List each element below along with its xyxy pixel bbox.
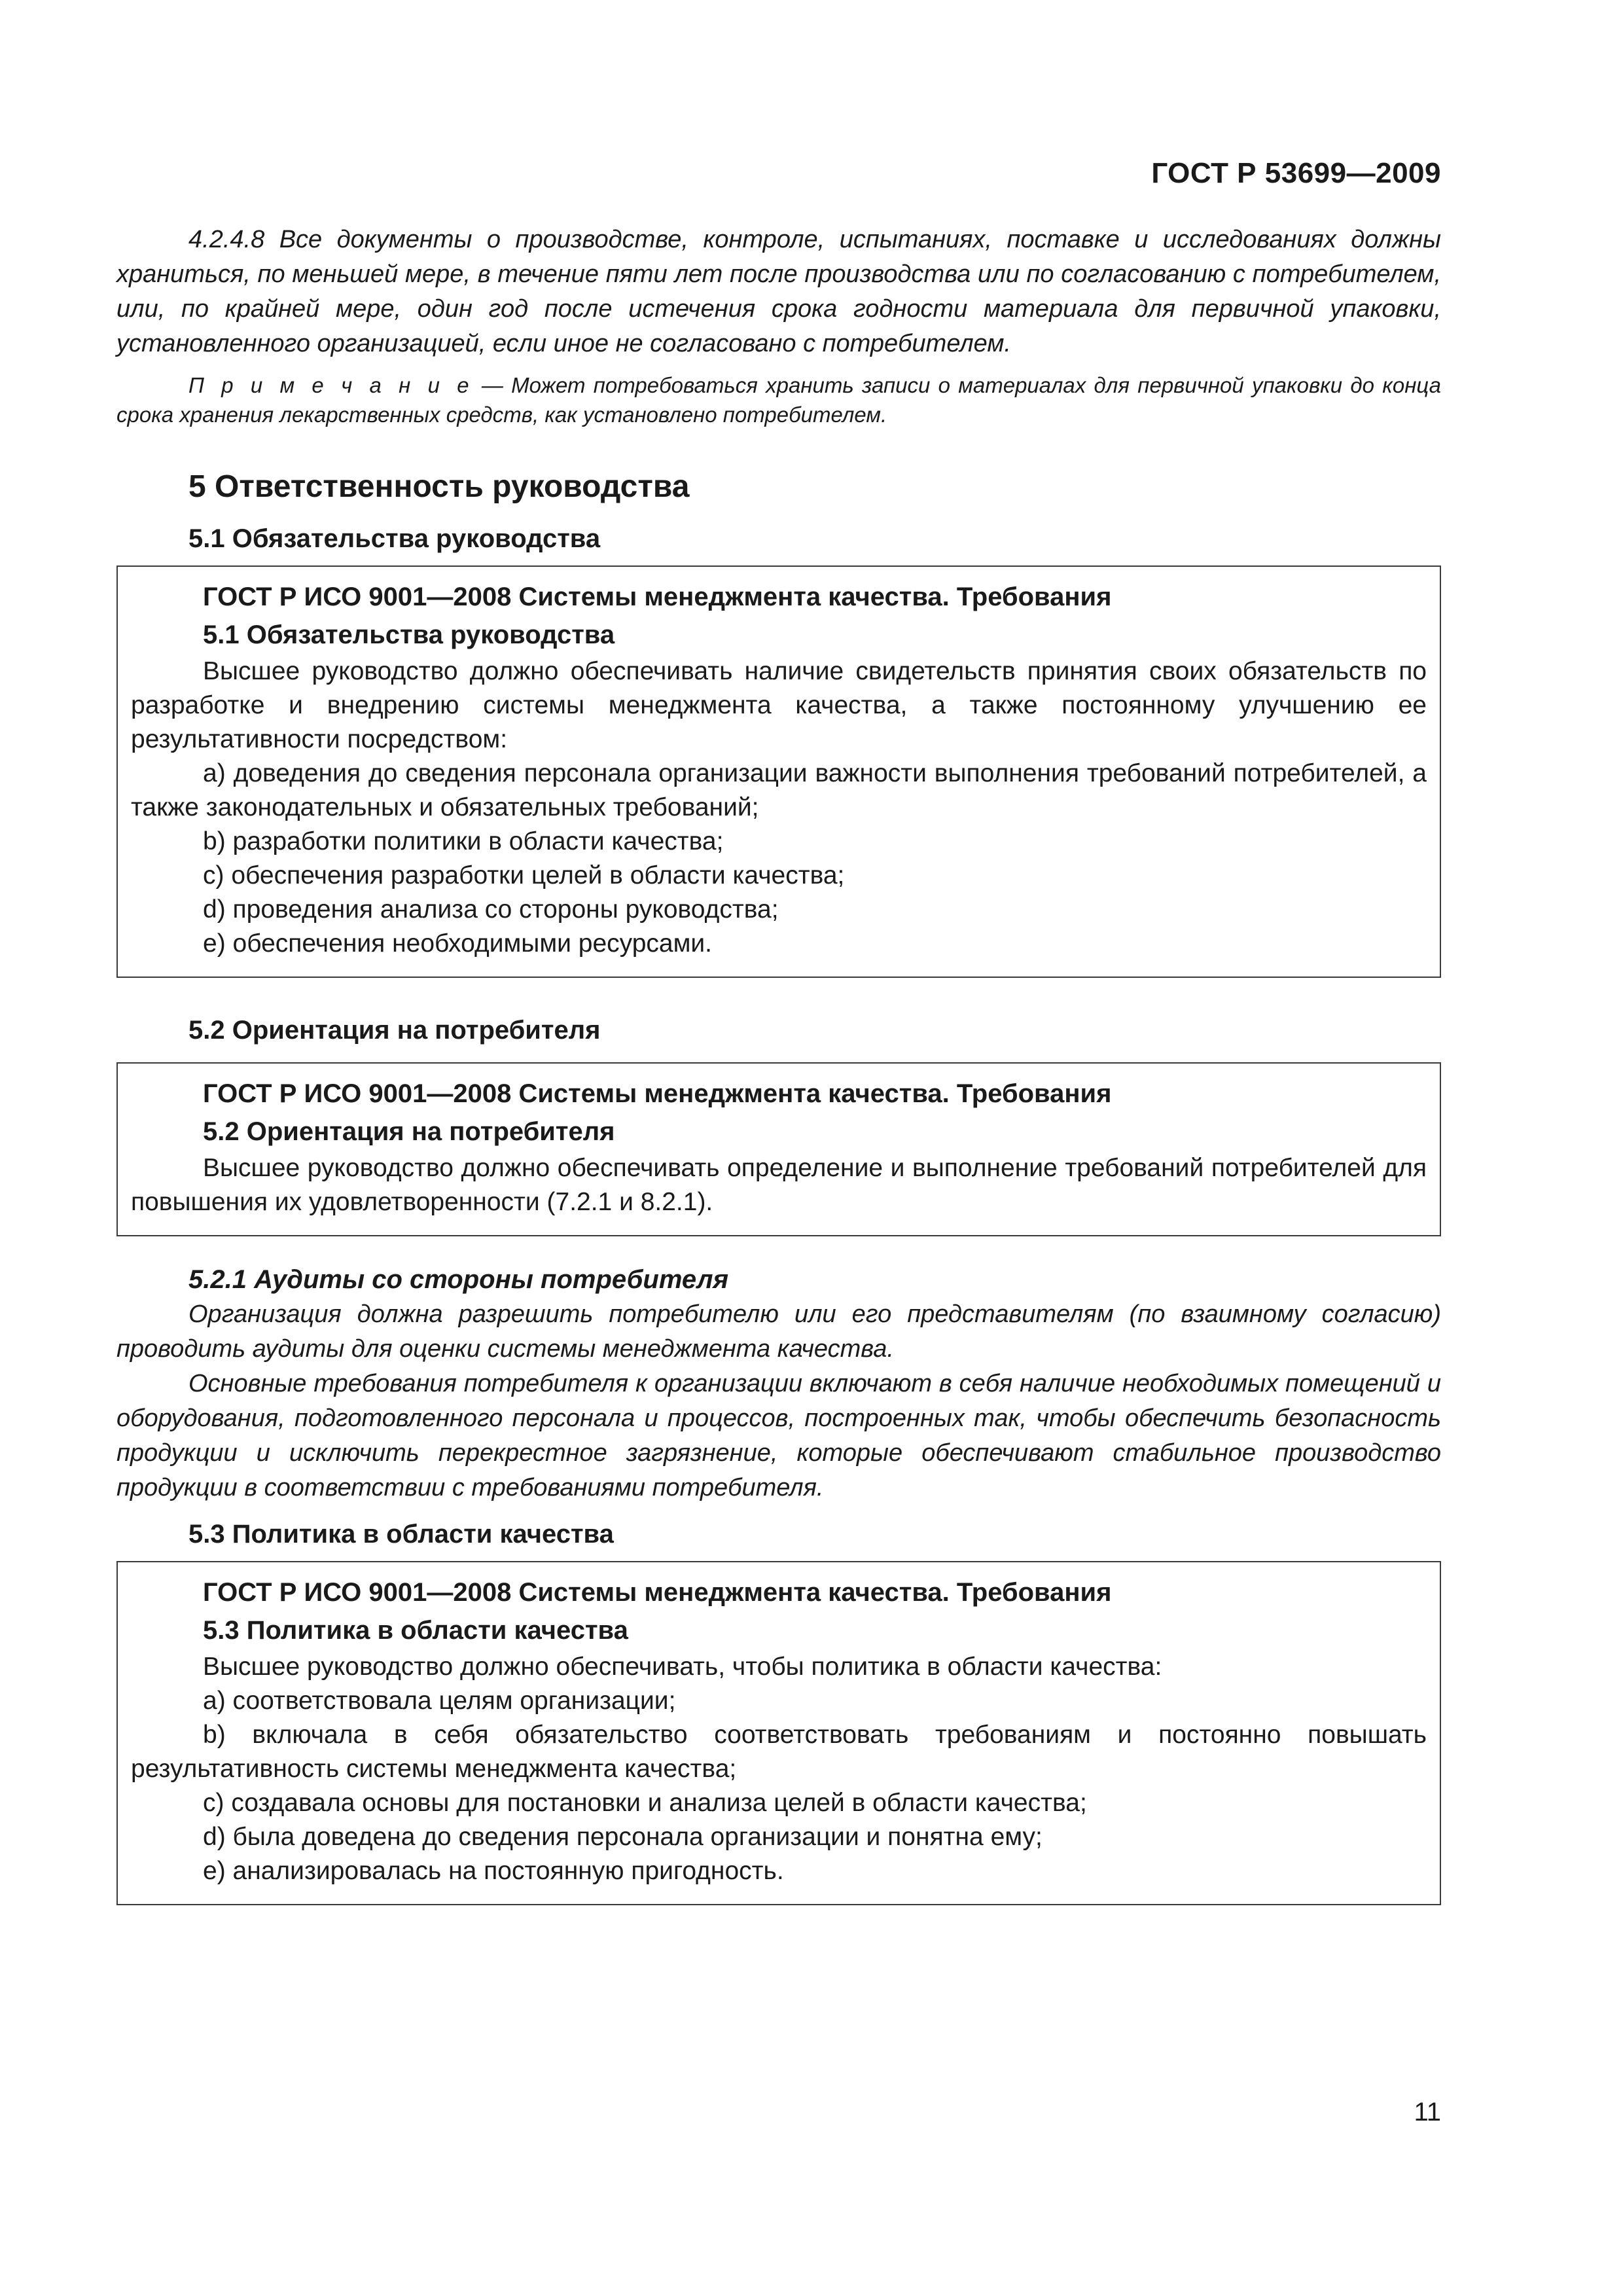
note-text: — Может потребоваться хранить записи о материалах для первичной упаковки до конца срока хранения лекарственных средств, как установлено потребителем. xyxy=(116,373,1441,427)
list-item: d) была доведена до сведения персонала организации и понятна ему; xyxy=(203,1823,1043,1851)
box-title: ГОСТ Р ИСО 9001—2008 Системы менеджмента качества. Требования xyxy=(203,1578,1112,1607)
list-item: d) проведения анализа со стороны руководства; xyxy=(203,895,779,924)
list-item: c) обеспечения разработки целей в области качества; xyxy=(203,861,845,889)
list-item: e) обеспечения необходимыми ресурсами. xyxy=(203,929,713,958)
quote-box-5-1 xyxy=(116,565,1441,978)
note-label: П р и м е ч а н и е xyxy=(188,373,474,397)
box-subheading: 5.2 Ориентация на потребителя xyxy=(203,1117,615,1146)
box-intro: Высшее руководство должно обеспечивать, чтобы политика в области качества: xyxy=(203,1653,1162,1681)
page-number: 11 xyxy=(1414,2098,1441,2126)
clause-4-2-4-8: 4.2.4.8 Все документы о производстве, контроле, испытаниях, поставке и исследованиях должны храниться, по меньшей мере, в течение пяти лет после производства или по согласованию с потребителем, или, по крайней мере, один год после истечения срока годности материала для первичной упаковки, установленного организацией, если иное не согласовано с потребителем. xyxy=(116,226,1441,357)
list-item: b) включала в себя обязательство соответствовать требованиям и постоянно повышать результативность системы менеджмента качества; xyxy=(131,1721,1427,1783)
list-item: а) соответствовала целям организации; xyxy=(203,1687,676,1715)
box-title: ГОСТ Р ИСО 9001—2008 Системы менеджмента качества. Требования xyxy=(203,583,1112,611)
standard-code: ГОСТ Р 53699—2009 xyxy=(1151,157,1441,189)
section-5-1-heading: 5.1 Обязательства руководства xyxy=(188,524,601,553)
box-title: ГОСТ Р ИСО 9001—2008 Системы менеджмента качества. Требования xyxy=(203,1079,1112,1108)
quote-box-5-2 xyxy=(116,1062,1441,1236)
note-paragraph xyxy=(116,370,1441,429)
page-content xyxy=(116,223,1441,1905)
box-subheading: 5.3 Политика в области качества xyxy=(203,1616,628,1645)
section-5-2-heading: 5.2 Ориентация на потребителя xyxy=(188,1016,601,1045)
section-5-3-heading: 5.3 Политика в области качества xyxy=(188,1520,614,1549)
list-item: а) доведения до сведения персонала организации важности выполнения требований потребителей, а также законодательных и обязательных требований; xyxy=(131,759,1427,821)
box-intro: Высшее руководство должно обеспечивать наличие свидетельств принятия своих обязательств по разработке и внедрению системы менеджмента качества, а также постоянному улучшению ее результативности посредством: xyxy=(131,657,1427,753)
section-5-2-1-heading: 5.2.1 Аудиты со стороны потребителя xyxy=(188,1265,729,1294)
section-5-2-1-para-2: Основные требования потребителя к организации включают в себя наличие необходимых помещений и оборудования, подготовленного персонала и процессов, построенных так, чтобы обеспечить безопасность продукции и исключить перекрестное загрязнение, которые обеспечивают стабильное производство продукции в соответствии с требованиями потребителя. xyxy=(116,1370,1441,1501)
list-item: c) создавала основы для постановки и анализа целей в области качества; xyxy=(203,1789,1087,1817)
section-5-title: 5 Ответственность руководства xyxy=(188,469,690,504)
box-subheading: 5.1 Обязательства руководства xyxy=(203,620,615,649)
list-item: e) анализировалась на постоянную пригодность. xyxy=(203,1857,784,1885)
quote-box-5-3 xyxy=(116,1561,1441,1905)
section-5-2-1-para-1: Организация должна разрешить потребителю или его представителям (по взаимному согласию) проводить аудиты для оценки системы менеджмента качества. xyxy=(116,1300,1441,1363)
box-text: Высшее руководство должно обеспечивать определение и выполнение требований потребителей для повышения их удовлетворенности (7.2.1 и 8.2.1). xyxy=(131,1154,1427,1216)
list-item: b) разработки политики в области качества; xyxy=(203,827,724,855)
